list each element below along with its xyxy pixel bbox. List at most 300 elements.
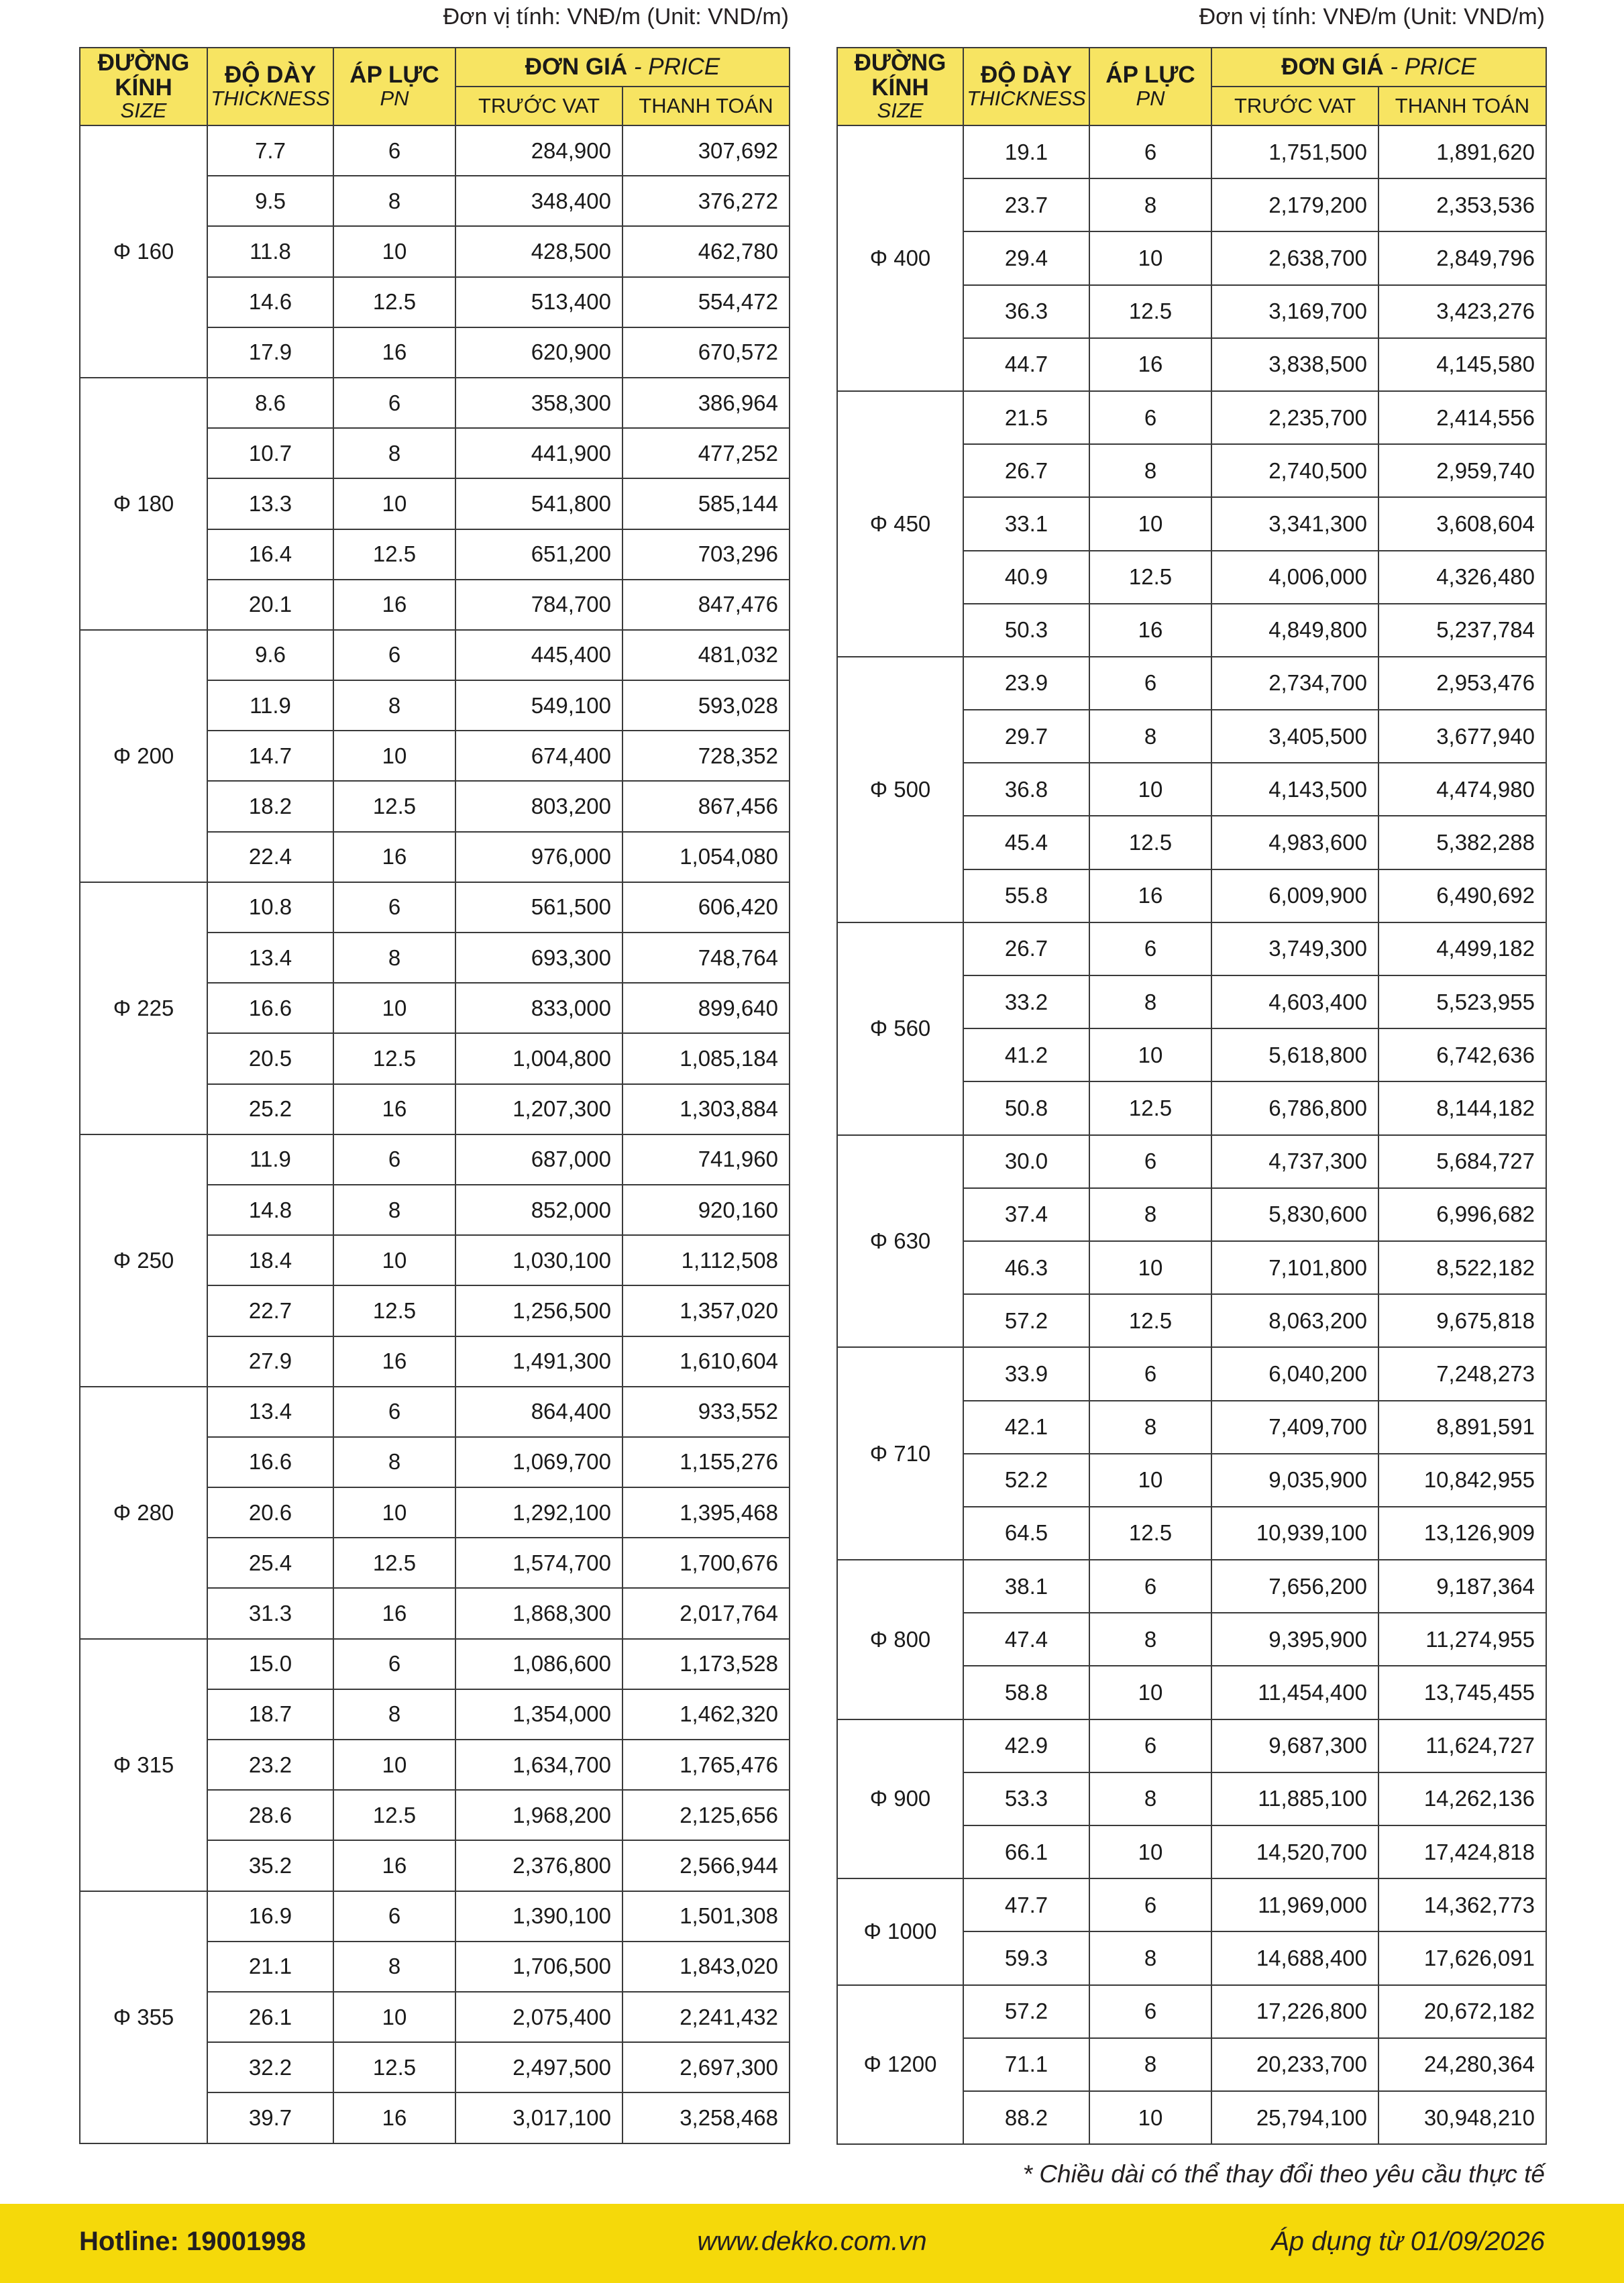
thickness-cell: 59.3 [963,1931,1089,1984]
pressure-cell: 10 [333,1740,455,1790]
thickness-cell: 23.7 [963,178,1089,231]
price-before-vat-cell: 549,100 [455,680,622,731]
header-pressure: ÁP LỰC PN [1089,48,1211,125]
size-cell: Φ 500 [837,657,963,922]
pressure-cell: 6 [1089,922,1211,975]
pressure-cell: 12.5 [1089,1081,1211,1134]
thickness-cell: 44.7 [963,338,1089,391]
price-total-cell: 2,241,432 [622,1992,790,2042]
price-total-cell: 481,032 [622,630,790,680]
header-size: ĐƯỜNG KÍNH SIZE [837,48,963,125]
thickness-cell: 22.4 [207,832,333,882]
header-before-vat: TRƯỚC VAT [1211,87,1378,125]
pressure-cell: 6 [1089,1985,1211,2038]
price-before-vat-cell: 513,400 [455,277,622,327]
price-before-vat-cell: 1,292,100 [455,1487,622,1538]
price-before-vat-cell: 651,200 [455,529,622,580]
thickness-cell: 47.7 [963,1878,1089,1931]
pressure-cell: 12.5 [333,529,455,580]
hotline: Hotline: 19001998 [79,2227,306,2256]
table-row [80,882,790,933]
price-before-vat-cell: 976,000 [455,832,622,882]
thickness-cell: 15.0 [207,1639,333,1689]
price-before-vat-cell: 25,794,100 [1211,2091,1378,2144]
pressure-cell: 10 [333,1487,455,1538]
price-total-cell: 1,765,476 [622,1740,790,1790]
price-total-cell: 13,126,909 [1378,1507,1546,1560]
price-before-vat-cell: 2,740,500 [1211,444,1378,497]
pressure-cell: 8 [1089,1613,1211,1666]
thickness-cell: 29.4 [963,231,1089,284]
thickness-cell: 36.8 [963,763,1089,816]
size-cell: Φ 315 [80,1639,207,1891]
table-row [80,630,790,680]
price-before-vat-cell: 1,634,700 [455,1740,622,1790]
price-total-cell: 11,274,955 [1378,1613,1546,1666]
price-total-cell: 585,144 [622,478,790,529]
price-total-cell: 1,357,020 [622,1285,790,1336]
price-before-vat-cell: 1,751,500 [1211,125,1378,178]
price-before-vat-cell: 2,638,700 [1211,231,1378,284]
price-total-cell: 6,742,636 [1378,1028,1546,1081]
thickness-cell: 45.4 [963,816,1089,869]
header-price: ĐƠN GIÁ - PRICE [455,48,790,87]
length-note: * Chiều dài có thể thay đổi theo yêu cầu thực tế [1022,2160,1545,2188]
pressure-cell: 12.5 [1089,816,1211,869]
pressure-cell: 12.5 [333,1285,455,1336]
pressure-cell: 10 [1089,231,1211,284]
price-total-cell: 2,566,944 [622,1840,790,1891]
price-before-vat-cell: 1,030,100 [455,1235,622,1285]
thickness-cell: 13.4 [207,933,333,983]
unit-label-right: Đơn vị tính: VNĐ/m (Unit: VND/m) [1199,4,1545,30]
price-before-vat-cell: 4,006,000 [1211,551,1378,604]
pressure-cell: 16 [333,1084,455,1134]
pressure-cell: 8 [1089,710,1211,763]
price-total-cell: 1,843,020 [622,1942,790,1992]
thickness-cell: 33.2 [963,975,1089,1028]
pressure-cell: 8 [333,1942,455,1992]
price-total-cell: 8,522,182 [1378,1241,1546,1294]
pressure-cell: 8 [333,1437,455,1487]
price-total-cell: 5,382,288 [1378,816,1546,869]
header-thickness: ĐỘ DÀY THICKNESS [963,48,1089,125]
price-total-cell: 17,626,091 [1378,1931,1546,1984]
thickness-cell: 33.1 [963,497,1089,550]
price-before-vat-cell: 1,968,200 [455,1790,622,1840]
thickness-cell: 41.2 [963,1028,1089,1081]
price-total-cell: 9,675,818 [1378,1294,1546,1347]
pressure-cell: 8 [1089,2038,1211,2091]
price-total-cell: 1,112,508 [622,1235,790,1285]
price-before-vat-cell: 1,207,300 [455,1084,622,1134]
price-before-vat-cell: 2,075,400 [455,1992,622,2042]
pressure-cell: 8 [333,1689,455,1740]
pressure-cell: 8 [333,933,455,983]
size-cell: Φ 450 [837,391,963,657]
size-cell: Φ 1000 [837,1878,963,1984]
pressure-cell: 10 [1089,497,1211,550]
pressure-cell: 10 [1089,2091,1211,2144]
thickness-cell: 37.4 [963,1188,1089,1241]
header-total: THANH TOÁN [1378,87,1546,125]
size-cell: Φ 355 [80,1891,207,2143]
price-total-cell: 11,624,727 [1378,1719,1546,1772]
price-total-cell: 728,352 [622,731,790,781]
pressure-cell: 6 [333,1387,455,1437]
pressure-cell: 6 [1089,1719,1211,1772]
pressure-cell: 6 [333,882,455,933]
price-before-vat-cell: 1,004,800 [455,1033,622,1083]
price-total-cell: 386,964 [622,378,790,428]
footer-bar [0,2204,1624,2283]
price-before-vat-cell: 14,520,700 [1211,1825,1378,1878]
price-total-cell: 867,456 [622,781,790,831]
pressure-cell: 16 [1089,338,1211,391]
price-before-vat-cell: 784,700 [455,580,622,630]
thickness-cell: 27.9 [207,1336,333,1387]
price-total-cell: 2,849,796 [1378,231,1546,284]
pressure-cell: 6 [1089,1135,1211,1188]
price-total-cell: 4,474,980 [1378,763,1546,816]
table-row [80,378,790,428]
table-row [80,1639,790,1689]
thickness-cell: 46.3 [963,1241,1089,1294]
pressure-cell: 6 [1089,1347,1211,1400]
thickness-cell: 36.3 [963,285,1089,338]
pressure-cell: 10 [333,1235,455,1285]
price-before-vat-cell: 620,900 [455,327,622,378]
price-before-vat-cell: 9,395,900 [1211,1613,1378,1666]
pressure-cell: 10 [1089,1666,1211,1719]
pressure-cell: 16 [1089,604,1211,657]
pressure-cell: 12.5 [1089,1294,1211,1347]
table-row [837,1878,1546,1931]
thickness-cell: 20.6 [207,1487,333,1538]
price-total-cell: 5,684,727 [1378,1135,1546,1188]
pressure-cell: 12.5 [1089,285,1211,338]
thickness-cell: 30.0 [963,1135,1089,1188]
price-total-cell: 24,280,364 [1378,2038,1546,2091]
table-row [837,657,1546,710]
thickness-cell: 16.6 [207,983,333,1033]
price-before-vat-cell: 284,900 [455,125,622,176]
table-row [837,1135,1546,1188]
price-before-vat-cell: 687,000 [455,1134,622,1185]
thickness-cell: 23.9 [963,657,1089,710]
price-before-vat-cell: 17,226,800 [1211,1985,1378,2038]
table-row [80,1387,790,1437]
price-total-cell: 1,891,620 [1378,125,1546,178]
thickness-cell: 88.2 [963,2091,1089,2144]
price-before-vat-cell: 2,235,700 [1211,391,1378,444]
thickness-cell: 57.2 [963,1985,1089,2038]
price-total-cell: 2,125,656 [622,1790,790,1840]
thickness-cell: 10.8 [207,882,333,933]
price-before-vat-cell: 9,035,900 [1211,1454,1378,1507]
thickness-cell: 14.6 [207,277,333,327]
header-size: ĐƯỜNG KÍNH SIZE [80,48,207,125]
price-before-vat-cell: 428,500 [455,226,622,276]
thickness-cell: 20.5 [207,1033,333,1083]
pressure-cell: 12.5 [333,277,455,327]
pressure-cell: 8 [1089,975,1211,1028]
price-before-vat-cell: 1,706,500 [455,1942,622,1992]
pressure-cell: 6 [333,1639,455,1689]
price-total-cell: 5,523,955 [1378,975,1546,1028]
size-cell: Φ 1200 [837,1985,963,2145]
price-before-vat-cell: 3,017,100 [455,2092,622,2143]
pressure-cell: 16 [333,832,455,882]
price-total-cell: 1,501,308 [622,1891,790,1942]
table-row [80,125,790,176]
size-cell: Φ 180 [80,378,207,630]
thickness-cell: 25.4 [207,1538,333,1588]
pressure-cell: 10 [333,983,455,1033]
thickness-cell: 29.7 [963,710,1089,763]
thickness-cell: 47.4 [963,1613,1089,1666]
pressure-cell: 8 [1089,1401,1211,1454]
price-before-vat-cell: 833,000 [455,983,622,1033]
price-total-cell: 3,258,468 [622,2092,790,2143]
price-before-vat-cell: 9,687,300 [1211,1719,1378,1772]
price-before-vat-cell: 5,830,600 [1211,1188,1378,1241]
price-before-vat-cell: 3,749,300 [1211,922,1378,975]
price-table-left [79,47,790,2144]
thickness-cell: 13.3 [207,478,333,529]
price-before-vat-cell: 6,786,800 [1211,1081,1378,1134]
pressure-cell: 16 [333,580,455,630]
table-row [837,1560,1546,1613]
price-before-vat-cell: 7,101,800 [1211,1241,1378,1294]
price-before-vat-cell: 3,169,700 [1211,285,1378,338]
table-row [837,922,1546,975]
pressure-cell: 12.5 [333,1790,455,1840]
price-before-vat-cell: 852,000 [455,1185,622,1235]
price-before-vat-cell: 3,341,300 [1211,497,1378,550]
size-cell: Φ 710 [837,1347,963,1560]
price-total-cell: 13,745,455 [1378,1666,1546,1719]
price-total-cell: 20,672,182 [1378,1985,1546,2038]
price-total-cell: 1,054,080 [622,832,790,882]
table-row [837,1719,1546,1772]
price-total-cell: 6,490,692 [1378,869,1546,922]
pressure-cell: 8 [1089,444,1211,497]
price-total-cell: 30,948,210 [1378,2091,1546,2144]
thickness-cell: 11.9 [207,680,333,731]
pressure-cell: 8 [1089,1188,1211,1241]
price-total-cell: 2,353,536 [1378,178,1546,231]
price-before-vat-cell: 3,838,500 [1211,338,1378,391]
pressure-cell: 6 [1089,391,1211,444]
price-before-vat-cell: 14,688,400 [1211,1931,1378,1984]
price-before-vat-cell: 11,454,400 [1211,1666,1378,1719]
price-before-vat-cell: 4,737,300 [1211,1135,1378,1188]
price-total-cell: 4,499,182 [1378,922,1546,975]
thickness-cell: 42.1 [963,1401,1089,1454]
price-before-vat-cell: 11,969,000 [1211,1878,1378,1931]
pressure-cell: 6 [333,1134,455,1185]
price-before-vat-cell: 2,376,800 [455,1840,622,1891]
table-row [80,1134,790,1185]
price-before-vat-cell: 4,143,500 [1211,763,1378,816]
thickness-cell: 20.1 [207,580,333,630]
price-before-vat-cell: 10,939,100 [1211,1507,1378,1560]
price-before-vat-cell: 2,734,700 [1211,657,1378,710]
header-price: ĐƠN GIÁ - PRICE [1211,48,1546,87]
price-before-vat-cell: 6,040,200 [1211,1347,1378,1400]
price-total-cell: 7,248,273 [1378,1347,1546,1400]
size-cell: Φ 800 [837,1560,963,1719]
pressure-cell: 10 [333,731,455,781]
thickness-cell: 10.7 [207,428,333,478]
price-total-cell: 9,187,364 [1378,1560,1546,1613]
price-total-cell: 3,677,940 [1378,710,1546,763]
price-total-cell: 847,476 [622,580,790,630]
size-cell: Φ 630 [837,1135,963,1348]
pressure-cell: 10 [333,226,455,276]
price-total-cell: 5,237,784 [1378,604,1546,657]
thickness-cell: 16.6 [207,1437,333,1487]
price-before-vat-cell: 445,400 [455,630,622,680]
price-before-vat-cell: 348,400 [455,176,622,226]
price-before-vat-cell: 1,574,700 [455,1538,622,1588]
thickness-cell: 50.8 [963,1081,1089,1134]
thickness-cell: 19.1 [963,125,1089,178]
thickness-cell: 38.1 [963,1560,1089,1613]
price-before-vat-cell: 1,069,700 [455,1437,622,1487]
thickness-cell: 16.4 [207,529,333,580]
pressure-cell: 12.5 [333,2042,455,2092]
pressure-cell: 10 [1089,1241,1211,1294]
price-total-cell: 17,424,818 [1378,1825,1546,1878]
table-row [837,125,1546,178]
price-total-cell: 1,303,884 [622,1084,790,1134]
price-before-vat-cell: 1,354,000 [455,1689,622,1740]
pressure-cell: 16 [333,1588,455,1638]
price-total-cell: 554,472 [622,277,790,327]
price-before-vat-cell: 8,063,200 [1211,1294,1378,1347]
pressure-cell: 8 [1089,178,1211,231]
thickness-cell: 58.8 [963,1666,1089,1719]
thickness-cell: 50.3 [963,604,1089,657]
thickness-cell: 21.5 [963,391,1089,444]
price-total-cell: 899,640 [622,983,790,1033]
price-before-vat-cell: 803,200 [455,781,622,831]
price-before-vat-cell: 1,868,300 [455,1588,622,1638]
pressure-cell: 8 [1089,1772,1211,1825]
pressure-cell: 16 [1089,869,1211,922]
thickness-cell: 14.7 [207,731,333,781]
thickness-cell: 71.1 [963,2038,1089,2091]
price-total-cell: 1,173,528 [622,1639,790,1689]
price-total-cell: 1,395,468 [622,1487,790,1538]
thickness-cell: 52.2 [963,1454,1089,1507]
price-table-right [836,47,1547,2145]
thickness-cell: 14.8 [207,1185,333,1235]
price-before-vat-cell: 1,256,500 [455,1285,622,1336]
price-total-cell: 14,362,773 [1378,1878,1546,1931]
thickness-cell: 26.1 [207,1992,333,2042]
pressure-cell: 6 [333,378,455,428]
thickness-cell: 26.7 [963,922,1089,975]
price-total-cell: 2,959,740 [1378,444,1546,497]
price-total-cell: 1,155,276 [622,1437,790,1487]
price-before-vat-cell: 3,405,500 [1211,710,1378,763]
header-total: THANH TOÁN [622,87,790,125]
price-total-cell: 3,423,276 [1378,285,1546,338]
price-total-cell: 8,144,182 [1378,1081,1546,1134]
price-total-cell: 2,953,476 [1378,657,1546,710]
size-cell: Φ 560 [837,922,963,1135]
thickness-cell: 18.7 [207,1689,333,1740]
website-link[interactable]: www.dekko.com.vn [697,2227,927,2256]
price-total-cell: 14,262,136 [1378,1772,1546,1825]
pressure-cell: 6 [333,1891,455,1942]
price-total-cell: 920,160 [622,1185,790,1235]
pressure-cell: 10 [1089,1028,1211,1081]
price-before-vat-cell: 7,409,700 [1211,1401,1378,1454]
thickness-cell: 17.9 [207,327,333,378]
pressure-cell: 6 [333,630,455,680]
table-row [837,391,1546,444]
price-total-cell: 1,700,676 [622,1538,790,1588]
thickness-cell: 64.5 [963,1507,1089,1560]
pressure-cell: 12.5 [333,781,455,831]
price-before-vat-cell: 561,500 [455,882,622,933]
pressure-cell: 6 [1089,1878,1211,1931]
thickness-cell: 18.2 [207,781,333,831]
thickness-cell: 18.4 [207,1235,333,1285]
pressure-cell: 6 [333,125,455,176]
size-cell: Φ 400 [837,125,963,391]
thickness-cell: 16.9 [207,1891,333,1942]
thickness-cell: 25.2 [207,1084,333,1134]
price-total-cell: 2,414,556 [1378,391,1546,444]
thickness-cell: 13.4 [207,1387,333,1437]
thickness-cell: 66.1 [963,1825,1089,1878]
price-total-cell: 1,085,184 [622,1033,790,1083]
thickness-cell: 39.7 [207,2092,333,2143]
pressure-cell: 10 [1089,1454,1211,1507]
size-cell: Φ 900 [837,1719,963,1879]
price-before-vat-cell: 20,233,700 [1211,2038,1378,2091]
price-before-vat-cell: 4,603,400 [1211,975,1378,1028]
thickness-cell: 28.6 [207,1790,333,1840]
pressure-cell: 10 [333,1992,455,2042]
price-total-cell: 2,697,300 [622,2042,790,2092]
price-total-cell: 741,960 [622,1134,790,1185]
effective-date: Áp dụng từ 01/09/2026 [1271,2227,1545,2256]
price-before-vat-cell: 541,800 [455,478,622,529]
price-total-cell: 376,272 [622,176,790,226]
size-cell: Φ 225 [80,882,207,1134]
size-cell: Φ 280 [80,1387,207,1639]
pressure-cell: 16 [333,1840,455,1891]
thickness-cell: 11.8 [207,226,333,276]
price-before-vat-cell: 864,400 [455,1387,622,1437]
price-total-cell: 933,552 [622,1387,790,1437]
price-total-cell: 8,891,591 [1378,1401,1546,1454]
pressure-cell: 8 [333,428,455,478]
unit-label-left: Đơn vị tính: VNĐ/m (Unit: VND/m) [443,4,789,30]
price-before-vat-cell: 5,618,800 [1211,1028,1378,1081]
table-row [80,1891,790,1942]
size-cell: Φ 200 [80,630,207,882]
pressure-cell: 8 [333,1185,455,1235]
price-before-vat-cell: 6,009,900 [1211,869,1378,922]
pressure-cell: 12.5 [1089,551,1211,604]
